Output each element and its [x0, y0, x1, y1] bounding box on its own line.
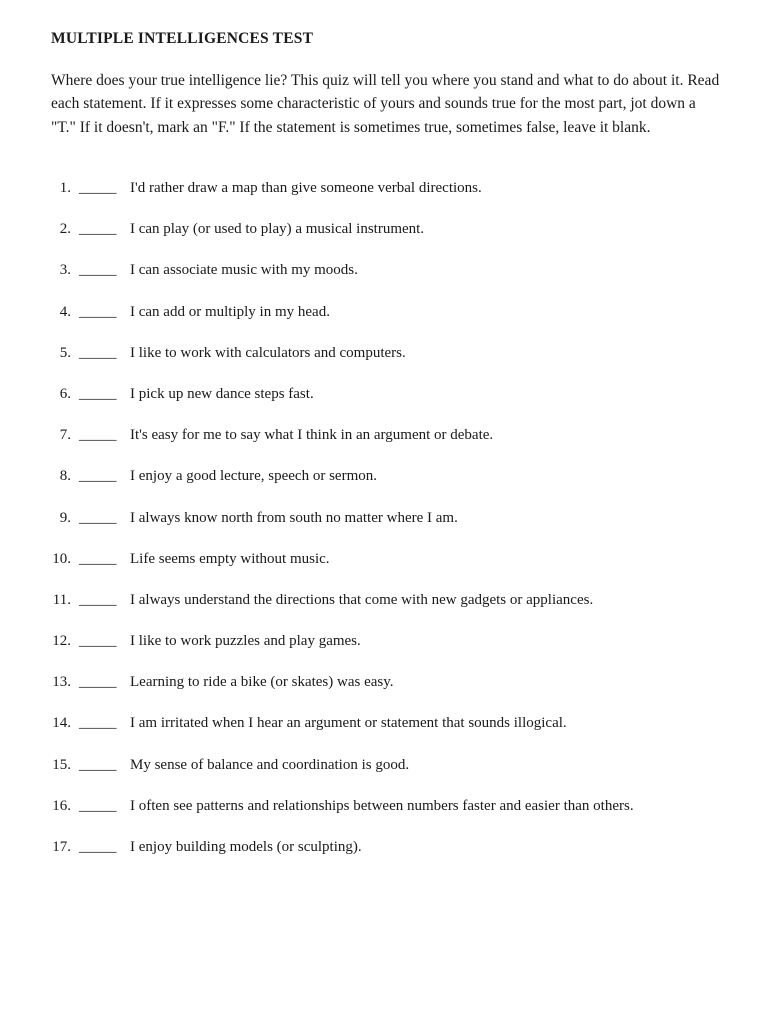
list-item	[0, 384, 768, 425]
answer-blank: _____	[79, 262, 117, 279]
item-number: 3.	[59, 262, 71, 279]
list-item	[0, 672, 768, 713]
answer-blank: _____	[79, 509, 117, 526]
statement-text: I can associate music with my moods.	[130, 262, 358, 279]
answer-blank: _____	[79, 550, 117, 567]
statement-text: I can add or multiply in my head.	[130, 303, 330, 320]
answer-blank: _____	[79, 633, 117, 650]
list-item	[0, 343, 768, 384]
list-item	[0, 302, 768, 343]
list-item	[0, 260, 768, 301]
answer-blank: _____	[79, 797, 117, 814]
item-number: 6.	[59, 385, 71, 402]
answer-blank: _____	[79, 674, 117, 691]
list-item	[0, 219, 768, 260]
item-number: 16.	[52, 797, 71, 814]
item-number: 13.	[52, 674, 71, 691]
list-item	[0, 837, 768, 878]
statement-text: Life seems empty without music.	[130, 550, 330, 567]
list-item	[0, 796, 768, 837]
answer-blank: _____	[79, 344, 117, 361]
item-number: 9.	[59, 509, 71, 526]
statement-text: I pick up new dance steps fast.	[130, 385, 314, 402]
answer-blank: _____	[79, 591, 117, 608]
answer-blank: _____	[79, 303, 117, 320]
item-number: 8.	[59, 468, 71, 485]
list-item	[0, 590, 768, 631]
list-item	[0, 508, 768, 549]
list-item	[0, 755, 768, 796]
intro-paragraph: Where does your true intelligence lie? This quiz will tell you where you stand and what to do about it. Read each statement. If it expresses some characteristic of yours and sounds true for the most part, jot down a "T." If it doesn't, mark an "F." If the statement is sometimes true, sometimes false, leave it blank.	[51, 72, 720, 136]
answer-blank: _____	[79, 180, 117, 196]
item-number: 1.	[59, 180, 71, 196]
statement-text: Learning to ride a bike (or skates) was easy.	[130, 674, 394, 691]
item-number: 5.	[59, 344, 71, 361]
item-number: 17.	[52, 839, 71, 855]
list-item	[0, 425, 768, 466]
item-number: 14.	[52, 715, 71, 732]
statement-text: I enjoy a good lecture, speech or sermon.	[130, 468, 377, 485]
statement-text: I'd rather draw a map than give someone verbal directions.	[130, 180, 482, 196]
statement-text: I often see patterns and relationships between numbers faster and easier than others.	[130, 797, 634, 814]
statement-text: My sense of balance and coordination is good.	[130, 756, 410, 773]
answer-blank: _____	[79, 839, 117, 855]
answer-blank: _____	[79, 221, 117, 238]
statement-text: I like to work with calculators and computers.	[130, 344, 406, 361]
item-number: 4.	[59, 303, 71, 320]
statement-text: I always understand the directions that come with new gadgets or appliances.	[130, 591, 594, 608]
statement-text: I always know north from south no matter where I am.	[130, 509, 458, 526]
statement-text: I am irritated when I hear an argument or statement that sounds illogical.	[130, 715, 567, 732]
answer-blank: _____	[79, 756, 117, 773]
statement-text: I can play (or used to play) a musical instrument.	[130, 221, 425, 238]
statement-list	[0, 178, 768, 878]
item-number: 10.	[52, 550, 71, 567]
page-title: MULTIPLE INTELLIGENCES TEST	[51, 30, 314, 47]
answer-blank: _____	[79, 715, 117, 732]
list-item	[0, 631, 768, 672]
answer-blank: _____	[79, 385, 117, 402]
statement-text: I like to work puzzles and play games.	[130, 633, 361, 650]
item-number: 15.	[52, 756, 71, 773]
item-number: 12.	[52, 633, 71, 650]
item-number: 7.	[59, 427, 71, 444]
list-item	[0, 549, 768, 590]
list-item	[0, 466, 768, 507]
item-number: 2.	[59, 221, 71, 238]
list-item	[0, 178, 768, 219]
answer-blank: _____	[79, 427, 117, 444]
answer-blank: _____	[79, 468, 117, 485]
statement-text: It's easy for me to say what I think in an argument or debate.	[130, 427, 494, 444]
statement-text: I enjoy building models (or sculpting).	[130, 839, 362, 855]
list-item	[0, 713, 768, 754]
item-number: 11.	[52, 591, 71, 608]
